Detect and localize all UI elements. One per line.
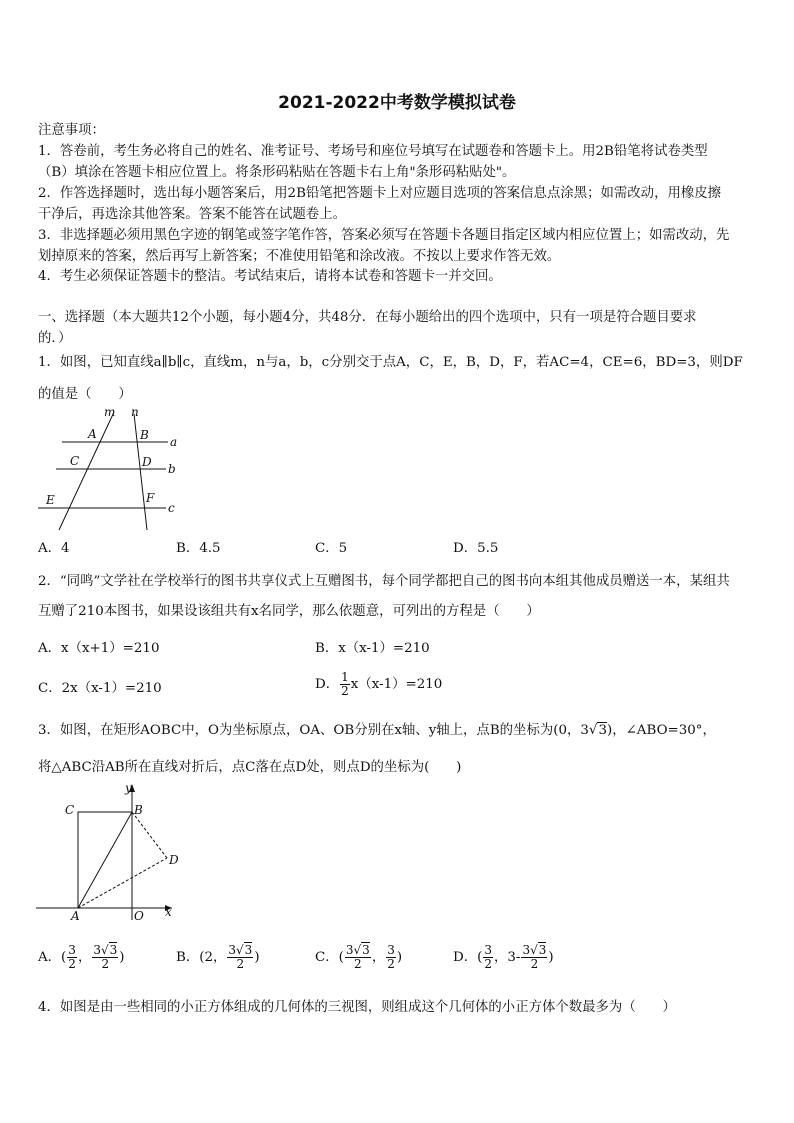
label-A: A bbox=[88, 427, 97, 441]
q3-option-c[interactable]: C．( $\frac{3√3}{2}$ ， $\frac{3}{2}$ ) bbox=[315, 943, 403, 971]
question-3-text-cont: 将△ABC沿AB所在直线对折后，点C落在点D处，则点D的坐标为( ) bbox=[38, 760, 462, 775]
fraction: $\frac{3√3}{2}$ bbox=[93, 943, 118, 971]
fraction: $\frac{3√3}{2}$ bbox=[345, 943, 370, 971]
question-2-text-cont: 互赠了210本图书，如果设该组共有x名同学，那么依题意，可列出的方程是（ ） bbox=[38, 604, 540, 619]
label-x: x bbox=[165, 905, 172, 919]
fraction: $\frac{1}{2}$ bbox=[341, 670, 349, 698]
question-3-figure bbox=[34, 780, 194, 925]
q1-option-a[interactable]: A．4 bbox=[38, 541, 70, 556]
section-heading-cont: 的．） bbox=[38, 331, 72, 346]
label-m: m bbox=[104, 405, 116, 419]
q2-option-d-suffix: x（x-1）=210 bbox=[350, 677, 443, 692]
question-1-text-cont: 的值是（ ） bbox=[38, 387, 132, 402]
label-D: D bbox=[142, 455, 152, 469]
label-c: c bbox=[168, 501, 175, 515]
label-y: y bbox=[125, 781, 132, 795]
sqrt-symbol: √ bbox=[588, 723, 598, 738]
radicand: 3 bbox=[598, 723, 607, 738]
q2-option-d-prefix: D． bbox=[315, 677, 340, 692]
notice-line: 4．考生必须保证答题卡的整洁。考试结束后，请将本试卷和答题卡一并交回。 bbox=[38, 269, 502, 284]
q2-option-c[interactable]: C．2x（x-1）=210 bbox=[38, 681, 162, 696]
q2-option-b[interactable]: B．x（x-1）=210 bbox=[315, 641, 430, 656]
fraction: $\frac{3}{2}$ bbox=[68, 943, 76, 971]
notice-line: 干净后，再选涂其他答案。答案不能答在试题卷上。 bbox=[38, 207, 346, 222]
question-1-figure bbox=[34, 402, 194, 534]
fraction: $\frac{3√3}{2}$ bbox=[228, 943, 253, 971]
section-heading: 一、选择题（本大题共12个小题，每小题4分，共48分．在每小题给出的四个选项中，只有一项是符合题目要求 bbox=[38, 310, 697, 325]
q2-option-d[interactable] bbox=[315, 671, 442, 698]
label-O: O bbox=[134, 909, 144, 923]
question-3-text: 3．如图，在矩形AOBC中，O为坐标原点，OA、OB分别在x轴、y轴上，点B的坐标为(0，3√3)，∠ABO=30°， bbox=[38, 723, 716, 738]
label-C: C bbox=[65, 803, 75, 817]
notice-line: 划掉原来的答案，然后再写上新答案；不准使用铅笔和涂改液。不按以上要求作答无效。 bbox=[38, 249, 561, 264]
label-F: F bbox=[146, 491, 155, 505]
q1-option-c[interactable]: C．5 bbox=[315, 541, 348, 556]
label-C: C bbox=[70, 454, 80, 468]
label-A: A bbox=[71, 909, 80, 923]
fraction: $\frac{3√3}{2}$ bbox=[522, 943, 547, 971]
fraction: $\frac{3}{2}$ bbox=[387, 943, 395, 971]
notice-line: （B）填涂在答题卡相应位置上。将条形码粘贴在答题卡右上角"条形码粘贴处"。 bbox=[38, 165, 516, 180]
label-B: B bbox=[134, 803, 143, 817]
fraction: $\frac{3}{2}$ bbox=[484, 943, 492, 971]
q3-option-a[interactable]: A．( $\frac{3}{2}$ ， $\frac{3√3}{2}$ ) bbox=[38, 943, 125, 971]
page-title: 2021-2022中考数学模拟试卷 bbox=[278, 93, 516, 113]
label-a: a bbox=[170, 435, 178, 449]
question-1-text: 1．如图，已知直线a∥b∥c，直线m，n与a，b，c分别交于点A，C，E，B，D，F，若AC=4，CE=6，BD=3，则DF bbox=[38, 355, 743, 370]
label-E: E bbox=[46, 493, 55, 507]
notice-line: 2．作答选择题时，选出每小题答案后，用2B铅笔把答题卡上对应题目选项的答案信息点涂黑；如需改动，用橡皮擦 bbox=[38, 186, 722, 201]
label-n: n bbox=[131, 405, 139, 419]
question-2-text: 2．“同鸣”文学社在学校举行的图书共享仪式上互赠图书，每个同学都把自己的图书向本组其他成员赠送一本，某组共 bbox=[38, 574, 730, 589]
q1-option-d[interactable]: D．5.5 bbox=[453, 541, 499, 556]
question-4-text: 4．如图是由一些相同的小正方体组成的几何体的三视图，则组成这个几何体的小正方体个数最多为（ ） bbox=[38, 1000, 676, 1015]
label-D: D bbox=[169, 853, 179, 867]
q3-option-d[interactable]: D．( $\frac{3}{2}$ ，3- $\frac{3√3}{2}$ ) bbox=[453, 943, 554, 971]
q1-option-b[interactable]: B．4.5 bbox=[176, 541, 221, 556]
notice-heading: 注意事项： bbox=[38, 123, 105, 138]
q3-option-b[interactable]: B．(2， $\frac{3√3}{2}$ ) bbox=[176, 943, 260, 971]
label-b: b bbox=[168, 462, 176, 476]
notice-line: 3．非选择题必须用黑色字迹的钢笔或签字笔作答，答案必须写在答题卡各题目指定区域内相应位置上；如需改动，先 bbox=[38, 228, 730, 243]
notice-line: 1．答卷前，考生务必将自己的姓名、准考证号、考场号和座位号填写在试题卷和答题卡上。用2B铅笔将试卷类型 bbox=[38, 144, 708, 159]
q2-option-a[interactable]: A．x（x+1）=210 bbox=[38, 641, 160, 656]
label-B: B bbox=[140, 428, 149, 442]
